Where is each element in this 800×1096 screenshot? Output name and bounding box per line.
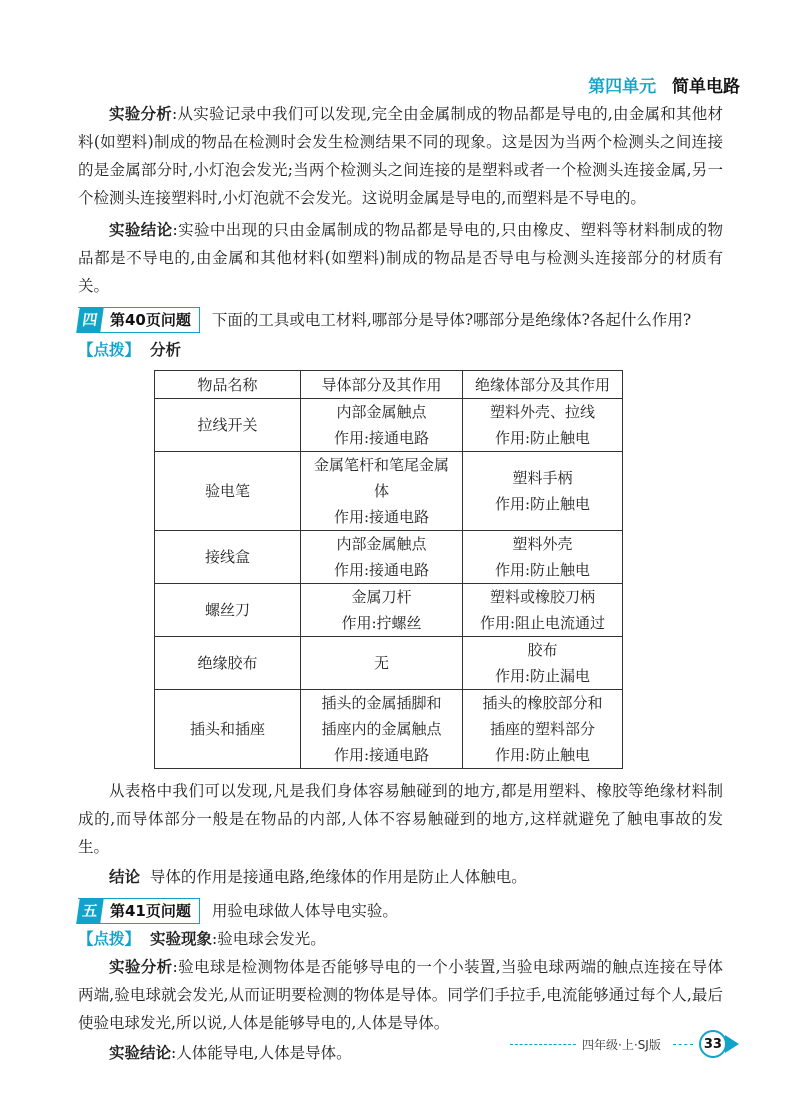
table-header: 绝缘体部分及其作用 <box>463 371 623 399</box>
cell-line: 金属刀杆 <box>351 588 412 606</box>
arrow-right-icon <box>725 1035 739 1053</box>
conductor-cell <box>301 531 463 584</box>
tip-4 <box>78 336 723 364</box>
question-badge <box>78 898 200 924</box>
cell-line: 金属笔杆和笔尾金属体 <box>313 456 449 500</box>
table-header: 物品名称 <box>155 371 301 399</box>
cell-line: 作用:防止漏电 <box>494 667 591 685</box>
cell-line: 插头的橡胶部分和 <box>482 694 603 712</box>
table-header: 导体部分及其作用 <box>301 371 463 399</box>
cell-line: 无 <box>373 654 389 672</box>
cell-line: 作用:防止触电 <box>494 429 591 447</box>
question-text: 用验电球做人体导电实验。 <box>211 902 398 920</box>
experiment-analysis-1 <box>78 100 723 212</box>
tip-title: 分析 <box>150 341 182 359</box>
cell-line: 塑料手柄 <box>512 469 573 487</box>
insulator-cell <box>463 690 623 769</box>
cell-line: 作用:接通电路 <box>333 561 430 579</box>
edition-text: SJ版 <box>637 1037 661 1052</box>
cell-line: 内部金属触点 <box>336 403 427 421</box>
cell-line: 作用:防止触电 <box>494 495 591 513</box>
conclusion-text: :实验中出现的只由金属制成的物品都是导电的,只由橡皮、塑料等材料制成的物品都是不导电的,由金属和其他材料(如塑料)制成的物品是否导电与检测头连接部分的材质有关。 <box>78 221 723 295</box>
insulator-cell <box>463 531 623 584</box>
cell-line: 插座内的金属触点 <box>321 720 442 738</box>
materials-table <box>154 370 623 769</box>
analysis-text: :从实验记录中我们可以发现,完全由金属制成的物品都是导电的,由金属和其他材料(如塑料)制成的物品在检测时会发生检测结果不同的现象。这是因为当两个检测头之间连接的是金属部分时,小灯泡会发光;当两个检测头之间连接的是塑料或者一个检测头连接金属,另一个检测头连接塑料时,小灯泡就不会发光。这说明金属是导电的,而塑料是不导电的。 <box>78 105 723 207</box>
experiment-analysis-2 <box>78 953 723 1037</box>
phenomenon-text: :验电球会发光。 <box>212 930 326 948</box>
cell-line: 插座的塑料部分 <box>489 720 595 738</box>
tip-label: 【点拨】 <box>78 341 141 359</box>
question-page: 第41页问题 <box>110 902 191 920</box>
table-row <box>155 637 623 690</box>
conductor-cell <box>301 452 463 531</box>
conductor-cell <box>301 584 463 637</box>
cell-line: 作用:拧螺丝 <box>341 614 422 632</box>
item-name: 验电笔 <box>155 452 301 531</box>
insulator-cell <box>463 584 623 637</box>
experiment-conclusion-1 <box>78 216 723 300</box>
insulator-cell <box>463 399 623 452</box>
page-footer <box>510 1030 739 1058</box>
conclusion-text: 导体的作用是接通电路,绝缘体的作用是防止人体触电。 <box>149 868 527 886</box>
cell-line: 作用:防止触电 <box>494 561 591 579</box>
conductor-cell <box>301 399 463 452</box>
table-header-row <box>155 371 623 399</box>
phenomenon-label: 实验现象 <box>150 930 213 948</box>
item-name: 插头和插座 <box>155 690 301 769</box>
topic-title: 简单电路 <box>672 77 740 97</box>
analysis-text: :验电球是检测物体是否能够导电的一个小装置,当验电球两端的触点连接在导体两端,验电球就会发光,从而证明要检测的物体是导体。同学们手拉手,电流能够通过每个人,最后使验电球发光,所以说,人体是能够导电的,人体是导体。 <box>78 958 723 1032</box>
grade-text: 四年级 <box>582 1037 619 1052</box>
cell-line: 塑料或橡胶刀柄 <box>489 588 595 606</box>
footer-dash-line <box>510 1044 576 1045</box>
cell-line: 作用:阻止电流通过 <box>479 614 606 632</box>
question-4 <box>78 306 723 334</box>
insulator-cell <box>463 452 623 531</box>
tip-5 <box>78 925 723 953</box>
conductor-cell <box>301 637 463 690</box>
cell-line: 内部金属触点 <box>336 535 427 553</box>
table-row <box>155 399 623 452</box>
item-name: 接线盒 <box>155 531 301 584</box>
table-row <box>155 690 623 769</box>
table-row <box>155 531 623 584</box>
item-name: 螺丝刀 <box>155 584 301 637</box>
item-name: 绝缘胶布 <box>155 637 301 690</box>
cell-line: 作用:接通电路 <box>333 746 430 764</box>
page-header <box>588 72 740 97</box>
item-name: 拉线开关 <box>155 399 301 452</box>
question-badge <box>78 307 200 333</box>
question-text: 下面的工具或电工材料,哪部分是导体?哪部分是绝缘体?各起什么作用? <box>211 311 692 329</box>
question-5 <box>78 897 723 925</box>
conclusion-label: 结论 <box>109 868 141 886</box>
question-number: 五 <box>76 898 104 924</box>
conductor-cell <box>301 690 463 769</box>
conclusion-label: 实验结论 <box>109 1044 172 1062</box>
cell-line: 胶布 <box>527 641 558 659</box>
tip-label: 【点拨】 <box>78 930 141 948</box>
grade-label: 四年级·上·SJ版 <box>582 1037 661 1052</box>
cell-line: 塑料外壳 <box>512 535 573 553</box>
cell-line: 作用:防止触电 <box>494 746 591 764</box>
question-page: 第40页问题 <box>110 311 191 329</box>
conclusion-label: 实验结论 <box>109 221 173 239</box>
question-number: 四 <box>76 307 104 333</box>
page-number: 33 <box>699 1030 727 1058</box>
cell-line: 塑料外壳、拉线 <box>489 403 595 421</box>
footer-dash-short <box>673 1044 693 1045</box>
cell-line: 作用:接通电路 <box>333 508 430 526</box>
insulator-cell <box>463 637 623 690</box>
table-summary: 从表格中我们可以发现,凡是我们身体容易触碰到的地方,都是用塑料、橡胶等绝缘材料制成的,而导体部分一般是在物品的内部,人体不容易触碰到的地方,这样就避免了触电事故的发生。 <box>78 782 723 856</box>
table-row <box>155 584 623 637</box>
unit-title: 第四单元 <box>588 77 657 97</box>
analysis-label: 实验分析 <box>109 105 172 123</box>
term-text: 上 <box>621 1037 634 1052</box>
table-row <box>155 452 623 531</box>
analysis-label: 实验分析 <box>109 958 173 976</box>
conclusion-text: :人体能导电,人体是导体。 <box>171 1044 352 1062</box>
cell-line: 插头的金属插脚和 <box>321 694 442 712</box>
conclusion-2 <box>78 863 723 891</box>
main-content <box>78 100 723 1067</box>
cell-line: 作用:接通电路 <box>333 429 430 447</box>
